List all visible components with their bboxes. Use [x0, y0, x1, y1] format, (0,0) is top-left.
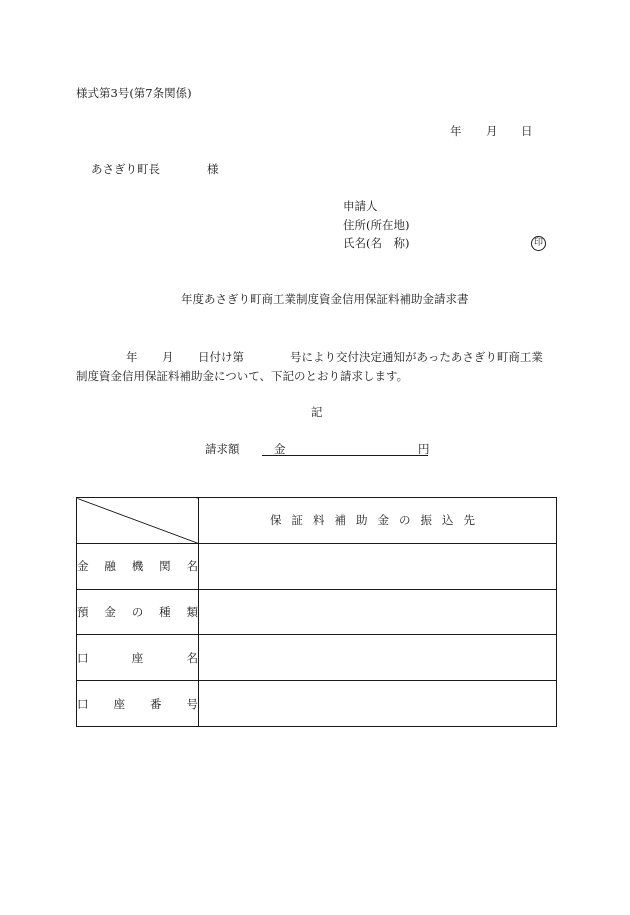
- body-month-label: 月: [162, 350, 174, 364]
- body-line1-text: 号により交付決定通知があったあさぎり町商工業: [290, 350, 543, 364]
- label-char: の: [131, 604, 144, 619]
- label-char: 口: [77, 650, 89, 665]
- ki-heading: 記: [311, 405, 323, 419]
- label-char: 類: [186, 604, 198, 619]
- deposit-type-value-cell[interactable]: [199, 589, 557, 635]
- header-char: 料: [313, 513, 335, 528]
- seal-mark: 印: [531, 236, 546, 251]
- label-char: 預: [77, 604, 89, 619]
- table-header-row: [77, 498, 557, 544]
- financial-institution-value-cell[interactable]: [199, 543, 557, 589]
- account-number-value-cell[interactable]: [199, 681, 557, 727]
- label-char: 関: [159, 559, 171, 574]
- label-char: 名: [186, 650, 198, 665]
- header-char: 金: [377, 513, 399, 528]
- applicant-address-label: 住所(所在地): [343, 218, 410, 232]
- label-char: 名: [186, 559, 198, 574]
- account-name-value-cell[interactable]: [199, 635, 557, 681]
- applicant-name-label: 氏名(名 称): [343, 236, 410, 250]
- label-char: 口: [77, 696, 89, 711]
- row-label-deposit-type: [77, 589, 199, 635]
- table-row: [77, 635, 557, 681]
- row-label-financial-institution: [77, 543, 199, 589]
- table-row: [77, 681, 557, 727]
- label-char: 金: [77, 559, 89, 574]
- request-amount-suffix: 円: [418, 442, 430, 456]
- label-char: 種: [159, 604, 171, 619]
- header-char: 先: [463, 513, 485, 528]
- addressee-honorific: 様: [207, 162, 219, 176]
- header-char: 振: [420, 513, 442, 528]
- document-title: 年度あさぎり町商工業制度資金信用保証料補助金請求書: [181, 292, 469, 306]
- request-amount-label: 請求額: [205, 442, 240, 456]
- table-row: [77, 543, 557, 589]
- body-date-suffix: 日付け第: [198, 350, 244, 364]
- table-header-cell: [199, 498, 557, 544]
- label-char: 座: [113, 696, 125, 711]
- label-char: 機: [131, 559, 144, 574]
- applicant-heading: 申請人: [343, 199, 378, 213]
- date-month-label: 月: [486, 124, 498, 138]
- row-label-account-number: [77, 681, 199, 727]
- diagonal-corner-cell: [77, 498, 199, 544]
- header-char: 補: [334, 513, 356, 528]
- label-char: 融: [104, 559, 116, 574]
- table-row: [77, 589, 557, 635]
- date-year-label: 年: [450, 124, 462, 138]
- addressee-name: あさぎり町長: [91, 162, 160, 176]
- body-year-label: 年: [126, 350, 138, 364]
- header-char: の: [399, 513, 421, 528]
- header-char: 保: [270, 513, 292, 528]
- label-char: 金: [104, 604, 116, 619]
- header-char: 込: [442, 513, 464, 528]
- row-label-account-name: [77, 635, 199, 681]
- label-char: 番: [150, 696, 162, 711]
- date-day-label: 日: [521, 124, 533, 138]
- header-char: 証: [291, 513, 313, 528]
- transfer-destination-table: [76, 497, 557, 727]
- label-char: 座: [131, 650, 144, 665]
- body-line2-text: 制度資金信用保証料補助金について、下記のとおり請求します。: [76, 369, 409, 383]
- label-char: 号: [186, 696, 198, 711]
- form-number: 様式第3号(第7条関係): [76, 86, 192, 100]
- header-char: 助: [356, 513, 378, 528]
- request-amount-prefix: 金: [274, 442, 286, 456]
- request-amount-underline: [262, 455, 428, 456]
